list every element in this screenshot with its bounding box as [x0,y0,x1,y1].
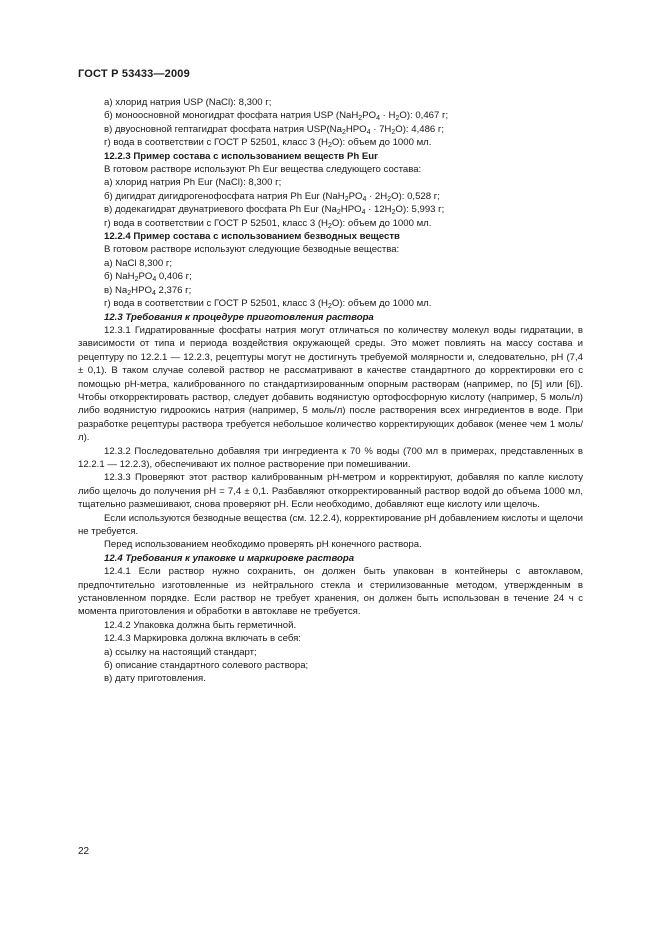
list-item: а) ссылку на настоящий стандарт; [104,646,257,658]
paragraph: В готовом растворе используют следующие безводные вещества: [104,244,400,256]
document-body [78,96,583,686]
list-item: г) вода в соответствии с ГОСТ Р 52501, класс 3 $(H_2O)$: объем до 1000 мл. [104,217,432,230]
subsection-title: 12.2.4 Пример состава с использованием безводных веществ [104,231,400,243]
paragraph-12-3-2: 12.3.2 Последовательно добавляя три ингредиента к 70 % воды (700 мл в примерах, представленных в 12.2.1 — 12.2.3), обеспечивают их полное растворение при помешивании. [78,445,583,470]
list-item: г) вода в соответствии с ГОСТ Р 52501, класс 3 $(H_2O)$: объем до 1000 мл. [104,298,432,311]
list-item: б) моноосновной моногидрат фосфата натрия USP $(NaH_2PO_4 \cdot H_2O)$: 0,467 г; [104,110,449,123]
section-title: 12.4 Требования к упаковке и маркировке раствора [104,552,355,564]
paragraph-12-3-1: 12.3.1 Гидратированные фосфаты натрия могут отличаться по количеству молекул воды гидратации, в зависимости от типа и периода воздействия окружающей среды. Это может повлиять на массу состава и рецептуру по 12.2.1 — 12.2.3, рецептуры могут не достигнуть требуемой молярности и, следовательно, pH (7,4 ± 0,1). В таком случае солевой раствор не рассматривают в качестве стандартного до корректировки его с помощью pH-метра, калиброванного по стандартизированным опорным растворам (например, по [5] или [6]). Чтобы откорректировать раствор, следует добавить водянистую ортофосфорную кислоту (например, 5 моль/л) либо водянистую гидроокись натрия (например, 5 моль/л) после растворения всех ингредиентов в воде. При разработке рецептуры раствора требуется небольшое количество корректирующих добавок (менее чем 1 моль/л). [78,324,583,444]
page-number: 22 [78,846,90,857]
list-item: а) хлорид натрия USP (NaCl): 8,300 г; [104,97,272,108]
list-item: в) додекагидрат двунатриевого фосфата Ph Eur $(Na_2HPO_4 \cdot 12H_2O)$: 5,993 г; [104,204,445,217]
list-item: в) $Na_2HPO_4$ 2,376 г; [104,284,192,297]
paragraph-12-4-3: 12.4.3 Маркировка должна включать в себя: [104,633,301,645]
list-item: б) описание стандартного солевого раствора; [104,660,309,672]
paragraph-12-4-2: 12.4.2 Упаковка должна быть герметичной. [104,619,297,631]
page-header: ГОСТ Р 53433—2009 [78,68,190,80]
list-item: б) дигидрат дигидрогенофосфата натрия Ph Eur $(NaH_2PO_4 \cdot 2H_2O)$: 0,528 г; [104,190,440,203]
subsection-title: 12.2.3 Пример состава с использованием веществ Ph Eur [104,150,378,162]
paragraph: Если используются безводные вещества (см. 12.2.4), корректирование pH добавлением кислоты и щелочи не требуется. [78,512,583,537]
list-item: в) двуосновной гептагидрат фосфата натрия $USP(Na_2HPO_4 \cdot 7H_2O)$: 4,486 г; [104,123,445,136]
paragraph-12-4-1: 12.4.1 Если раствор нужно сохранить, он должен быть упакован в контейнеры с автоклавом, предпочтительно изготовленные из нейтрального стекла и стерилизованные методом, утвержденным в установленном порядке. Если раствор не требует хранения, он должен быть использован в течение 24 ч с момента приготовления и обработки в автоклаве не требуется. [78,566,583,618]
paragraph-12-3-3: 12.3.3 Проверяют этот раствор калиброванным pH-метром и корректируют, добавляя по капле кислоту либо щелочь до получения pH = 7,4 ± 0,1. Разбавляют откорректированный раствор водой до объема 1000 мл, тщательно размешивают, снова проверяют pH. Если необходимо, добавляют еще кислоту или щелочь. [78,472,583,511]
paragraph: Перед использованием необходимо проверять pH конечного раствора. [104,539,422,551]
list-item: б) $NaH_2PO_4$ 0,406 г; [104,271,192,284]
paragraph: В готовом растворе используют Ph Eur вещества следующего состава: [104,164,422,176]
list-item: в) дату приготовления. [104,673,206,685]
section-title: 12.3 Требования к процедуре приготовления раствора [104,311,374,323]
list-item: а) хлорид натрия Ph Eur (NaCl): 8,300 г; [104,177,282,189]
list-item: а) NaCl 8,300 г; [104,257,173,269]
list-item: г) вода в соответствии с ГОСТ Р 52501, класс 3 $(H_2O)$: объем до 1000 мл. [104,137,432,150]
